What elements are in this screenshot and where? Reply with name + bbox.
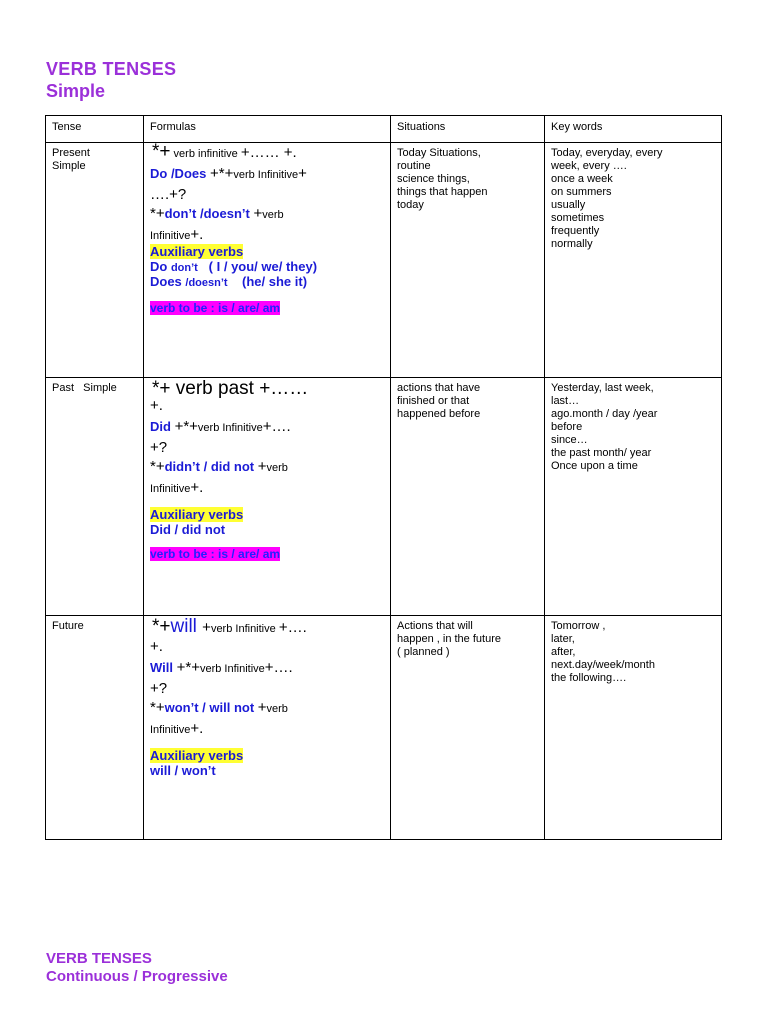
- situation-line: actions that have: [397, 382, 481, 394]
- keyword-line: once a week: [551, 173, 613, 185]
- question-formula: [150, 167, 384, 182]
- keyword-line: before: [551, 421, 583, 433]
- situations-cell: [391, 616, 545, 840]
- tense-cell: [46, 378, 144, 616]
- situation-line: Actions that will: [397, 620, 473, 632]
- tense-label: Present: [52, 147, 90, 159]
- table-row-future: [46, 616, 722, 840]
- situation-line: ( planned ): [397, 646, 450, 658]
- formula-part: verb: [262, 209, 284, 221]
- formula-part: won’t / will not: [164, 700, 258, 715]
- formula-part: Infinitive: [150, 230, 191, 242]
- auxiliary-verbs-label: Auxiliary verbs: [150, 244, 244, 259]
- keywords-cell: [545, 616, 722, 840]
- affirmative-formula: [152, 141, 384, 162]
- formula-part: didn’t / did not: [164, 459, 258, 474]
- situations-cell: [391, 378, 545, 616]
- section-title: VERB TENSES: [46, 950, 152, 967]
- situation-line: finished or that: [397, 395, 470, 407]
- formula-part: /doesn’t: [185, 277, 228, 289]
- affirmative-formula: [152, 616, 384, 637]
- auxiliary-line: [150, 275, 384, 290]
- header-situations: Situations: [391, 116, 545, 143]
- situation-line: things that happen: [397, 186, 488, 198]
- formula-part: don’t /doesn’t: [164, 206, 254, 221]
- keyword-line: last…: [551, 395, 580, 407]
- formula-part: verb Infinitive: [199, 663, 265, 675]
- formula-part: +: [257, 458, 267, 475]
- formula-part: *+: [152, 141, 171, 162]
- negative-formula: [150, 460, 384, 475]
- formula-part: Do /Does: [150, 166, 210, 181]
- formula-part: [150, 481, 384, 496]
- auxiliary-line: Did / did not: [150, 522, 226, 537]
- keyword-line: Once upon a time: [551, 460, 638, 472]
- formula-part: +*+: [209, 165, 234, 182]
- keyword-line: later,: [551, 633, 575, 645]
- table-row-past-simple: [46, 378, 722, 616]
- formula-part: +: [253, 205, 263, 222]
- formula-part: Infinitive: [150, 483, 191, 495]
- tense-label: Past Simple: [52, 382, 117, 394]
- formula-part: +.: [190, 479, 204, 496]
- keyword-line: after,: [551, 646, 576, 658]
- keyword-line: ago.month / day /year: [551, 408, 658, 420]
- situations-cell: [391, 143, 545, 378]
- formula-part: +.: [190, 720, 204, 737]
- keyword-line: usually: [551, 199, 586, 211]
- formula-part: Do: [150, 259, 171, 274]
- formula-part: Does: [150, 274, 186, 289]
- section-subtitle: Continuous / Progressive: [46, 968, 228, 985]
- header-tense: Tense: [46, 116, 144, 143]
- formula-part: +*+: [174, 418, 198, 435]
- formula-part: verb Infinitive: [210, 623, 279, 635]
- table-row-present-simple: [46, 143, 722, 378]
- formula-part: verb: [266, 462, 288, 474]
- formula-part: +*+: [176, 659, 200, 676]
- auxiliary-line: [150, 260, 384, 275]
- keyword-line: sometimes: [551, 212, 605, 224]
- keyword-line: on summers: [551, 186, 612, 198]
- page-title: VERB TENSES: [46, 59, 177, 79]
- table-header-row: [46, 116, 722, 143]
- formula-part: +.: [150, 397, 163, 414]
- formulas-cell: [144, 143, 391, 378]
- formula-part: +: [298, 165, 307, 182]
- situation-line: Today Situations,: [397, 147, 481, 159]
- formula-part: +…… +.: [240, 144, 297, 161]
- keywords-cell: [545, 143, 722, 378]
- affirmative-formula: *+ verb past +……: [152, 378, 309, 399]
- keyword-line: Tomorrow ,: [551, 620, 606, 632]
- formula-part: verb: [266, 703, 288, 715]
- keyword-line: normally: [551, 238, 593, 250]
- verb-tenses-table: [45, 115, 722, 840]
- formula-part: Will: [150, 660, 177, 675]
- formula-part: *+: [152, 616, 171, 637]
- formula-part: +.: [190, 226, 204, 243]
- formula-part: will: [170, 616, 203, 637]
- formula-part: ….+?: [150, 186, 187, 203]
- formula-part: +: [202, 619, 211, 636]
- formula-part: ( I / you/ we/ they): [197, 259, 318, 274]
- tense-cell: [46, 616, 144, 840]
- tense-cell: [46, 143, 144, 378]
- keywords-cell: [545, 378, 722, 616]
- situation-line: happened before: [397, 408, 481, 420]
- tense-label: Simple: [52, 160, 86, 172]
- situation-line: routine: [397, 160, 431, 172]
- auxiliary-verbs-label: Auxiliary verbs: [150, 507, 244, 522]
- keyword-line: Today, everyday, every: [551, 147, 663, 159]
- negative-formula: [150, 207, 384, 222]
- formula-part: [150, 228, 384, 243]
- formula-part: *+: [150, 205, 165, 222]
- formula-part: (he/ she it): [227, 274, 308, 289]
- header-keywords: Key words: [545, 116, 722, 143]
- situation-line: happen , in the future: [397, 633, 501, 645]
- auxiliary-verbs-label: Auxiliary verbs: [150, 748, 244, 763]
- formulas-cell: [144, 616, 391, 840]
- question-formula: [150, 420, 384, 435]
- formula-part: +.: [150, 638, 163, 655]
- formula-part: Infinitive: [150, 724, 191, 736]
- situation-line: today: [397, 199, 424, 211]
- verb-to-be-note: verb to be : is / are/ am: [150, 301, 281, 315]
- formula-part: +?: [150, 439, 168, 456]
- keyword-line: Yesterday, last week,: [551, 382, 654, 394]
- question-formula: [150, 661, 384, 676]
- formula-part: verb infinitive: [170, 148, 241, 160]
- formula-part: Did: [150, 419, 175, 434]
- formula-part: *+: [150, 699, 165, 716]
- formula-part: +….: [262, 418, 291, 435]
- situation-line: science things,: [397, 173, 470, 185]
- formula-part: verb Infinitive: [233, 169, 299, 181]
- formula-part: *+: [150, 458, 165, 475]
- keyword-line: the following….: [551, 672, 627, 684]
- keyword-line: since…: [551, 434, 588, 446]
- keyword-line: the past month/ year: [551, 447, 652, 459]
- formula-part: +….: [278, 619, 307, 636]
- formula-part: +: [257, 699, 267, 716]
- negative-formula: [150, 701, 384, 716]
- tense-label: Future: [52, 620, 84, 632]
- formula-part: +?: [150, 680, 168, 697]
- header-formulas: Formulas: [144, 116, 391, 143]
- auxiliary-line: will / won’t: [150, 763, 216, 778]
- formulas-cell: [144, 378, 391, 616]
- page-subtitle: Simple: [46, 81, 106, 101]
- formula-part: +….: [264, 659, 293, 676]
- formula-part: don’t: [170, 262, 198, 274]
- formula-part: verb Infinitive: [197, 422, 263, 434]
- keyword-line: next.day/week/month: [551, 659, 655, 671]
- keyword-line: frequently: [551, 225, 600, 237]
- verb-to-be-note: verb to be : is / are/ am: [150, 547, 281, 561]
- keyword-line: week, every ….: [551, 160, 627, 172]
- formula-part: [150, 722, 384, 737]
